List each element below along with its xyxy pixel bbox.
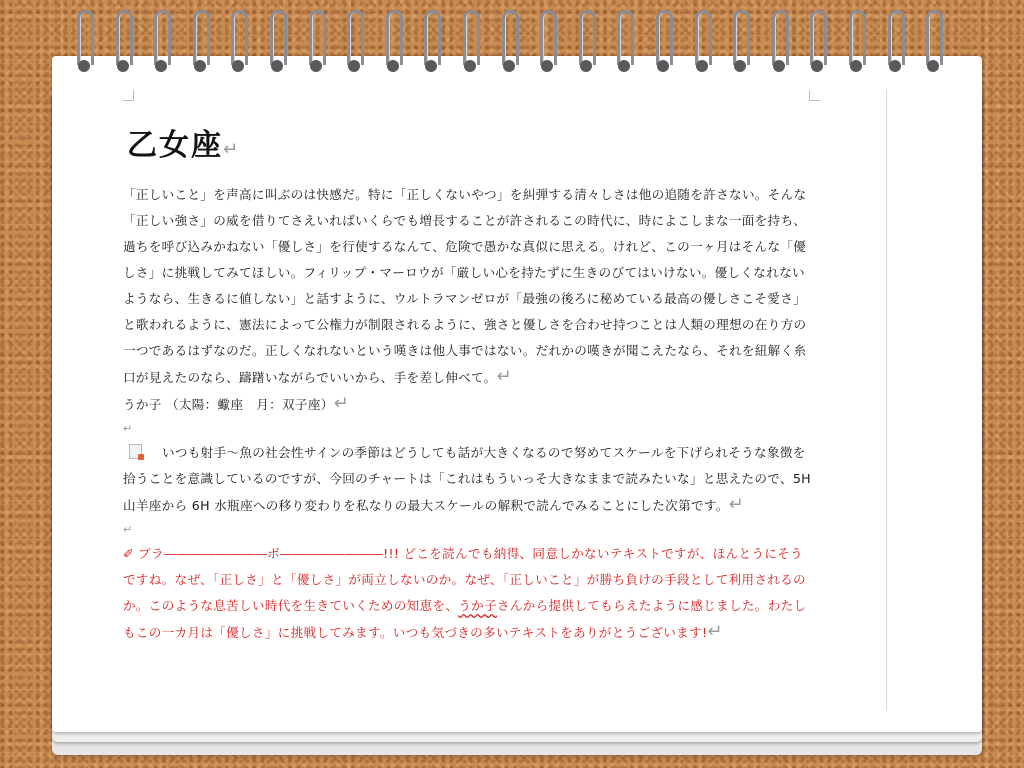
page-margin-line <box>886 90 887 710</box>
title-text: 乙女座 <box>127 128 223 163</box>
ring-icon <box>615 10 633 72</box>
ring-icon <box>461 10 479 72</box>
paragraph-mark: ↵ <box>496 366 512 387</box>
ring-icon <box>731 10 749 72</box>
document-page <box>73 90 885 710</box>
ring-icon <box>654 10 672 72</box>
ring-icon <box>268 10 286 72</box>
ring-icon <box>500 10 518 72</box>
paragraph-mark: ↵ <box>707 621 723 642</box>
ring-icon <box>422 10 440 72</box>
ring-icon <box>577 10 595 72</box>
ring-icon <box>924 10 942 72</box>
empty-paragraph <box>123 519 813 541</box>
author-line <box>123 391 813 418</box>
ring-icon <box>886 10 904 72</box>
author-text: うか子 （太陽：蠍座 月：双子座） <box>123 397 334 412</box>
ring-icon <box>191 10 209 72</box>
ring-icon <box>75 10 93 72</box>
spiral-binding-icon <box>60 10 960 80</box>
document-title <box>127 120 813 164</box>
empty-paragraph <box>123 418 813 440</box>
ring-icon <box>229 10 247 72</box>
margin-corner-left <box>123 90 134 101</box>
ring-icon <box>345 10 363 72</box>
paragraph-mark: ↵ <box>123 523 133 536</box>
note-text: いつも射手～魚の社会性サインの季節はどうしても話が大きくなるので努めてスケールを下げられそうな象徴を拾うことを意識しているのですが、今回のチャートは「これはもういっそ大きなままで読みたいな」と思えたので、5H 山羊座から 6H 水瓶座への移り変わりを私なりの最大スケールの解釈で読んでみることにした次第です。 <box>123 445 811 513</box>
ring-icon <box>770 10 788 72</box>
ring-icon <box>693 10 711 72</box>
ring-icon <box>538 10 556 72</box>
paragraph-mark: ↵ <box>123 422 133 435</box>
ring-icon <box>847 10 865 72</box>
ring-icon <box>307 10 325 72</box>
comment-text: ✐ ブラ――――――――ボ――――――――!!! どこを読んでも納得、同意しかないテキストですが、ほんとうにそうですね。なぜ、「正しさ」と「優しさ」が両立しないのか。なぜ、「正しいこと」が勝ち負けの手段として利用されるのか。このような息苦しい時代を生きていくための知恵を、 <box>123 546 806 613</box>
paragraph-mark: ↵ <box>728 494 745 515</box>
paragraph-mark: ↵ <box>333 393 349 414</box>
ring-icon <box>114 10 132 72</box>
margin-corner-right <box>809 90 820 101</box>
comment-paragraph <box>123 541 813 646</box>
horoscope-text: 「正しいこと」を声高に叫ぶのは快感だ。特に「正しくないやつ」を糾弾する清々しさは他の追随を許さない。そんな「正しい強さ」の威を借りてさえいればいくらでも増長することが許されるこの時代に、時によこしまな一面を持ち、過ちを呼び込みかねない「優しさ」を行使するなんて、危険で愚かな真似に思える。けれど、この一ヶ月はそんな「優しさ」に挑戦してみてほしい。フィリップ・マーロウが「厳しい心を持たずに生きのびてはいけない。優しくなれないようなら、生きるに値しない」と話すように、ウルトラマンゼロが「最強の後ろに秘めている最高の優しさこそ愛さ」と歌われるように、憲法によって公権力が制限されるように、強さと優しさを合わせ持つことは人類の理想の在り方の一つであるはずなのだ。正しくなれないという嘆きは他人事ではない。だれかの嘆きが聞こえたなら、それを紐解く糸口が見えたのなら、躊躇いながらでいいから、手を差し伸べて。 <box>123 187 807 385</box>
note-paragraph <box>123 440 813 519</box>
comment-text-end: さんから提供してもらえたように感じました。わたしもこの一カ月は「優しさ」に挑戦してみます。いつも気づきの多いテキストをありがとうございます! <box>123 598 807 640</box>
paragraph-mark: ↵ <box>223 139 241 160</box>
ring-icon <box>152 10 170 72</box>
ring-icon <box>808 10 826 72</box>
document-content[interactable] <box>123 120 813 646</box>
horoscope-paragraph <box>123 182 813 391</box>
spellcheck-underlined-word[interactable]: うか子 <box>458 598 497 613</box>
ring-icon <box>384 10 402 72</box>
document-icon <box>129 444 142 459</box>
